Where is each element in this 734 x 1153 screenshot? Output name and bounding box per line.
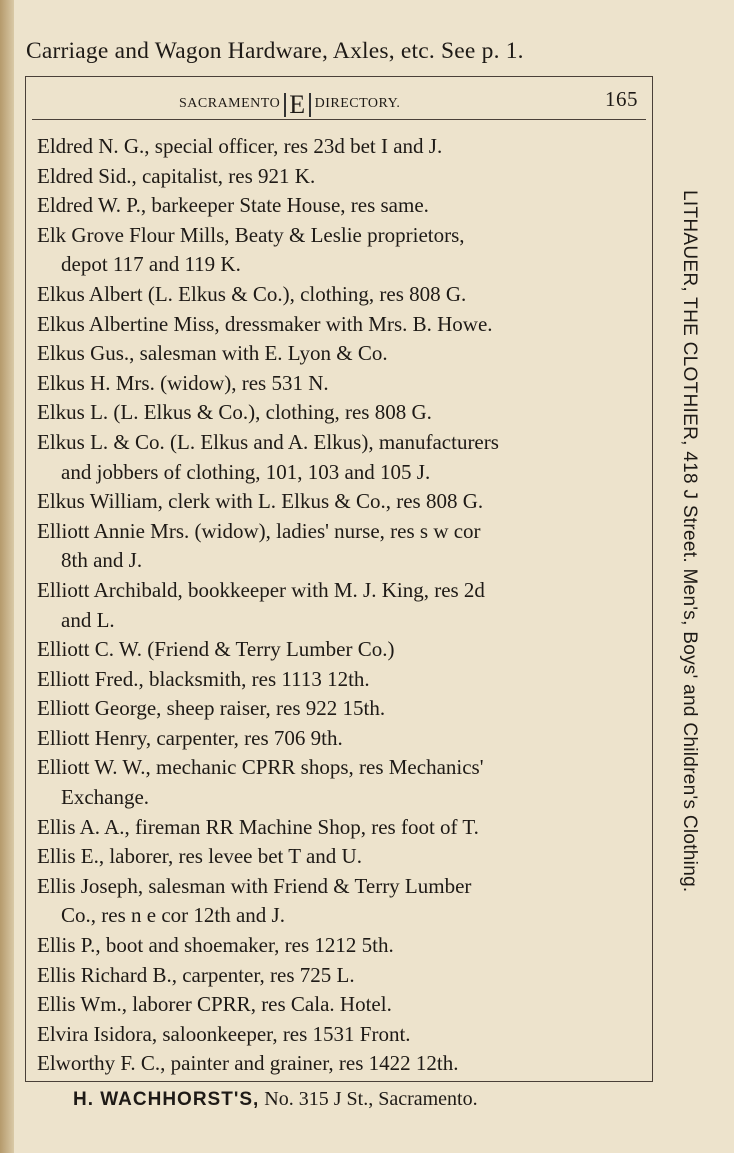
- directory-entry-line: Elliott Annie Mrs. (widow), ladies' nurse, res s w cor: [37, 518, 481, 543]
- directory-page-frame: [25, 76, 653, 1082]
- directory-entry-line: Elliott C. W. (Friend & Terry Lumber Co.): [37, 637, 395, 662]
- directory-entry-line: 8th and J.: [61, 548, 143, 573]
- header-city: SACRAMENTO: [179, 96, 281, 111]
- side-advertisement: LITHAUER, THE CLOTHIER, 418 J Street. Men's, Boys' and Children's Clothing.: [679, 190, 700, 893]
- directory-entry-line: Exchange.: [61, 785, 150, 810]
- directory-entry-line: Eldred W. P., barkeeper State House, res same.: [37, 193, 429, 218]
- directory-entries: [37, 132, 642, 1079]
- directory-entry-line: Elkus H. Mrs. (widow), res 531 N.: [37, 370, 329, 395]
- directory-entry-line: Elkus William, clerk with L. Elkus & Co., res 808 G.: [37, 489, 484, 514]
- directory-entry-line: Eldred Sid., capitalist, res 921 K.: [37, 163, 316, 188]
- directory-entry-line: Elliott Archibald, bookkeeper with M. J. King, res 2d: [37, 577, 485, 602]
- header-directory: DIRECTORY.: [314, 96, 401, 111]
- page-number: 165: [605, 87, 638, 111]
- directory-entry-line: Elvira Isidora, saloonkeeper, res 1531 Front.: [37, 1021, 411, 1046]
- directory-entry-line: Ellis E., laborer, res levee bet T and U.: [37, 844, 362, 869]
- directory-entry-line: Elk Grove Flour Mills, Beaty & Leslie proprietors,: [37, 222, 465, 247]
- directory-entry-line: Elliott W. W., mechanic CPRR shops, res Mechanics': [37, 755, 484, 780]
- directory-entry-line: depot 117 and 119 K.: [61, 252, 241, 277]
- header-letter: E: [284, 93, 310, 117]
- directory-entry-line: and L.: [61, 607, 115, 632]
- directory-entry-line: Ellis A. A., fireman RR Machine Shop, res foot of T.: [37, 814, 479, 839]
- directory-entry-line: Ellis Joseph, salesman with Friend & Terry Lumber: [37, 873, 472, 898]
- directory-entry-line: Elkus L. & Co. (L. Elkus and A. Elkus), manufacturers: [37, 429, 499, 454]
- directory-entry-line: Elliott Henry, carpenter, res 706 9th.: [37, 725, 343, 750]
- directory-entry-line: Elliott Fred., blacksmith, res 1113 12th.: [37, 666, 370, 691]
- running-header: [26, 85, 652, 117]
- directory-entry-line: Elkus Albertine Miss, dressmaker with Mrs. B. Howe.: [37, 311, 493, 336]
- directory-entry-line: Ellis Wm., laborer CPRR, res Cala. Hotel.: [37, 992, 392, 1017]
- top-banner-ad: Carriage and Wagon Hardware, Axles, etc. See p. 1.: [26, 38, 524, 64]
- footer-advertisement: [73, 1088, 478, 1111]
- directory-entry-line: Ellis P., boot and shoemaker, res 1212 5th.: [37, 933, 394, 958]
- directory-entry-line: Elworthy F. C., painter and grainer, res 1422 12th.: [37, 1051, 459, 1076]
- directory-entry-line: and jobbers of clothing, 101, 103 and 105 J.: [61, 459, 431, 484]
- directory-entry-line: Eldred N. G., special officer, res 23d bet I and J.: [37, 134, 443, 158]
- directory-entry-line: Ellis Richard B., carpenter, res 725 L.: [37, 962, 355, 987]
- directory-entry-line: Elkus Albert (L. Elkus & Co.), clothing, res 808 G.: [37, 281, 467, 306]
- header-rule: [32, 119, 646, 120]
- book-spine-shadow: [0, 0, 14, 1153]
- footer-address: No. 315 J St., Sacramento.: [264, 1088, 478, 1110]
- directory-entry-line: Elliott George, sheep raiser, res 922 15th.: [37, 696, 386, 721]
- footer-name: H. WACHHORST'S,: [73, 1089, 260, 1110]
- directory-entry-line: Elkus Gus., salesman with E. Lyon & Co.: [37, 341, 388, 366]
- directory-entry-line: Elkus L. (L. Elkus & Co.), clothing, res 808 G.: [37, 400, 432, 425]
- directory-entry-line: Co., res n e cor 12th and J.: [61, 903, 285, 928]
